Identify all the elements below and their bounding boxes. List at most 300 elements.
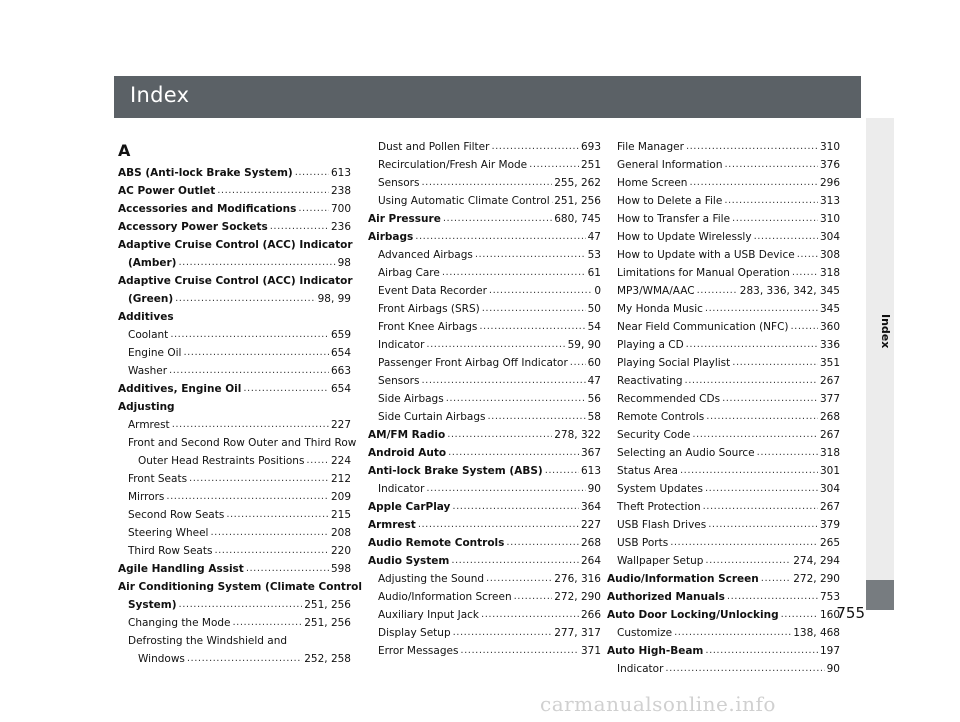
- leader-dots: [421, 174, 552, 192]
- entry-page-ref[interactable]: 659: [330, 329, 351, 341]
- entry-text: Airbags: [368, 231, 414, 243]
- index-entry-heading: Adaptive Cruise Control (ACC) Indicator: [118, 239, 353, 251]
- entry-page-ref[interactable]: 308: [819, 249, 840, 261]
- leader-dots: [169, 362, 329, 380]
- index-entry[interactable]: [118, 182, 351, 200]
- leader-dots: [725, 156, 818, 174]
- index-entry[interactable]: [118, 254, 351, 272]
- entry-text: Authorized Manuals: [607, 591, 725, 603]
- leader-dots: [306, 452, 329, 470]
- leader-dots: [665, 660, 824, 678]
- entry-text: Near Field Communication (NFC): [617, 321, 789, 333]
- leader-dots: [686, 138, 818, 156]
- entry-page-ref[interactable]: 50: [587, 303, 601, 315]
- entry-page-ref[interactable]: 310: [819, 141, 840, 153]
- entry-page-ref[interactable]: 58: [587, 411, 601, 423]
- index-entry[interactable]: [118, 200, 351, 218]
- entry-page-ref[interactable]: 90: [587, 483, 601, 495]
- leader-dots: [166, 488, 329, 506]
- entry-page-ref[interactable]: 371: [580, 645, 601, 657]
- entry-text: Playing a CD: [617, 339, 684, 351]
- leader-dots: [298, 200, 329, 218]
- entry-text: Washer: [128, 365, 168, 377]
- index-entry[interactable]: [118, 560, 351, 578]
- index-entry[interactable]: [607, 318, 840, 336]
- entry-page-ref[interactable]: 304: [819, 483, 840, 495]
- index-entry[interactable]: [607, 246, 840, 264]
- entry-text: Security Code: [617, 429, 691, 441]
- entry-page-ref[interactable]: 212: [330, 473, 351, 485]
- entry-page-ref[interactable]: 0: [594, 285, 601, 297]
- entry-text: AM/FM Radio: [368, 429, 446, 441]
- entry-text: Airbag Care: [378, 267, 440, 279]
- index-entry[interactable]: [607, 426, 840, 444]
- index-entry[interactable]: [368, 210, 601, 228]
- leader-dots: [452, 498, 579, 516]
- entry-page-ref[interactable]: 251, 256: [304, 599, 351, 611]
- leader-dots: [689, 174, 818, 192]
- leader-dots: [792, 264, 818, 282]
- index-entry[interactable]: [118, 488, 351, 506]
- leader-dots: [426, 336, 565, 354]
- index-entry[interactable]: [368, 192, 601, 210]
- entry-page-ref[interactable]: 613: [580, 465, 601, 477]
- leader-dots: [210, 524, 328, 542]
- index-entry[interactable]: [607, 372, 840, 390]
- page-title: Index: [130, 83, 190, 107]
- leader-dots: [442, 264, 586, 282]
- index-entry[interactable]: [118, 416, 351, 434]
- index-entry[interactable]: [368, 228, 601, 246]
- index-entry[interactable]: [368, 462, 601, 480]
- leader-dots: [708, 516, 818, 534]
- entry-page-ref[interactable]: 53: [587, 249, 601, 261]
- entry-text: Audio/Information Screen: [378, 591, 512, 603]
- entry-page-ref[interactable]: 654: [330, 383, 351, 395]
- entry-page-ref[interactable]: 336: [819, 339, 840, 351]
- leader-dots: [270, 218, 329, 236]
- leader-dots: [482, 300, 586, 318]
- index-entry[interactable]: [607, 264, 840, 282]
- entry-page-ref[interactable]: 379: [819, 519, 840, 531]
- index-entry[interactable]: [368, 516, 601, 534]
- leader-dots: [491, 138, 579, 156]
- entry-text: How to Transfer a File: [617, 213, 731, 225]
- index-entry[interactable]: [368, 354, 601, 372]
- index-entry[interactable]: [607, 660, 840, 678]
- leader-dots: [246, 560, 329, 578]
- entry-page-ref[interactable]: 209: [330, 491, 351, 503]
- leader-dots: [233, 614, 303, 632]
- index-entry[interactable]: [607, 516, 840, 534]
- entry-page-ref[interactable]: 138, 468: [793, 627, 840, 639]
- page-number: 755: [836, 604, 865, 622]
- entry-page-ref[interactable]: 98: [337, 257, 351, 269]
- index-entry[interactable]: [118, 380, 351, 398]
- entry-page-ref[interactable]: 255, 262: [554, 177, 601, 189]
- entry-page-ref[interactable]: 268: [580, 537, 601, 549]
- index-entry[interactable]: [607, 174, 840, 192]
- index-entry[interactable]: [607, 534, 840, 552]
- index-entry[interactable]: [607, 210, 840, 228]
- index-entry[interactable]: [118, 362, 351, 380]
- entry-text: Anti-lock Brake System (ABS): [368, 465, 543, 477]
- index-entry[interactable]: [607, 156, 840, 174]
- entry-page-ref[interactable]: 267: [819, 429, 840, 441]
- leader-dots: [479, 318, 585, 336]
- leader-dots: [552, 192, 553, 210]
- entry-text: Windows: [138, 653, 185, 665]
- index-entry[interactable]: [368, 552, 601, 570]
- entry-text: System): [128, 599, 177, 611]
- index-entry[interactable]: [607, 498, 840, 516]
- leader-dots: [295, 164, 329, 182]
- entry-text: Air Pressure: [368, 213, 441, 225]
- entry-page-ref[interactable]: 59, 90: [567, 339, 601, 351]
- leader-dots: [727, 588, 818, 606]
- entry-text: My Honda Music: [617, 303, 703, 315]
- leader-dots: [724, 192, 818, 210]
- index-entry[interactable]: [607, 300, 840, 318]
- index-entry[interactable]: [607, 228, 840, 246]
- entry-text: Indicator: [378, 483, 425, 495]
- index-entry[interactable]: [368, 336, 601, 354]
- leader-dots: [415, 228, 585, 246]
- entry-text: AC Power Outlet: [118, 185, 216, 197]
- index-entry[interactable]: [607, 282, 840, 300]
- entry-page-ref[interactable]: 238: [330, 185, 351, 197]
- entry-page-ref[interactable]: 208: [330, 527, 351, 539]
- entry-page-ref[interactable]: 663: [330, 365, 351, 377]
- entry-text: Audio/Information Screen: [607, 573, 759, 585]
- index-entry[interactable]: [118, 344, 351, 362]
- index-entry-heading: Air Conditioning System (Climate Control: [118, 581, 362, 593]
- entry-page-ref[interactable]: 700: [330, 203, 351, 215]
- entry-text: Front Airbags (SRS): [378, 303, 480, 315]
- leader-dots: [178, 254, 335, 272]
- index-entry[interactable]: [368, 426, 601, 444]
- entry-page-ref[interactable]: 272, 290: [793, 573, 840, 585]
- entry-text: Apple CarPlay: [368, 501, 451, 513]
- entry-page-ref[interactable]: 197: [819, 645, 840, 657]
- index-entry[interactable]: [607, 588, 840, 606]
- entry-text: Android Auto: [368, 447, 447, 459]
- leader-dots: [705, 642, 818, 660]
- entry-text: Additives, Engine Oil: [118, 383, 242, 395]
- index-entry[interactable]: [368, 156, 601, 174]
- side-tab-marker: [866, 580, 894, 610]
- entry-page-ref[interactable]: 227: [580, 519, 601, 531]
- leader-dots: [732, 210, 818, 228]
- entry-page-ref[interactable]: 251: [580, 159, 601, 171]
- leader-dots: [486, 570, 552, 588]
- index-entry[interactable]: [118, 290, 351, 308]
- leader-dots: [226, 506, 329, 524]
- index-entry[interactable]: [368, 264, 601, 282]
- entry-text: Audio System: [368, 555, 450, 567]
- index-entry[interactable]: [607, 444, 840, 462]
- entry-text: How to Delete a File: [617, 195, 723, 207]
- entry-page-ref[interactable]: 364: [580, 501, 601, 513]
- entry-page-ref[interactable]: 98, 99: [317, 293, 351, 305]
- index-entry[interactable]: [368, 390, 601, 408]
- index-entry[interactable]: [368, 282, 601, 300]
- leader-dots: [732, 354, 818, 372]
- entry-text: Auto Door Locking/Unlocking: [607, 609, 779, 621]
- index-entry-heading: Adjusting: [118, 401, 175, 413]
- entry-text: (Green): [128, 293, 174, 305]
- index-entry[interactable]: [118, 596, 351, 614]
- entry-page-ref[interactable]: 251, 256: [554, 195, 601, 207]
- index-entry[interactable]: [368, 138, 601, 156]
- index-entry-heading: Defrosting the Windshield and: [128, 635, 288, 647]
- index-entry-heading: Front and Second Row Outer and Third Row: [128, 437, 357, 449]
- entry-page-ref[interactable]: 598: [330, 563, 351, 575]
- entry-page-ref[interactable]: 283, 336, 342, 345: [739, 285, 840, 297]
- entry-page-ref[interactable]: 318: [819, 267, 840, 279]
- index-entry[interactable]: [607, 408, 840, 426]
- entry-page-ref[interactable]: 160: [819, 609, 840, 621]
- index-entry[interactable]: [368, 174, 601, 192]
- entry-page-ref[interactable]: 227: [330, 419, 351, 431]
- index-entry[interactable]: [368, 570, 601, 588]
- entry-page-ref[interactable]: 266: [580, 609, 601, 621]
- entry-page-ref[interactable]: 272, 290: [554, 591, 601, 603]
- entry-page-ref[interactable]: 251, 256: [304, 617, 351, 629]
- index-entry[interactable]: [118, 542, 351, 560]
- leader-dots: [447, 426, 552, 444]
- index-entry[interactable]: [368, 444, 601, 462]
- leader-dots: [446, 390, 586, 408]
- entry-page-ref[interactable]: 318: [819, 447, 840, 459]
- entry-text: How to Update with a USB Device: [617, 249, 795, 261]
- leader-dots: [757, 444, 818, 462]
- entry-page-ref[interactable]: 267: [819, 501, 840, 513]
- index-entry[interactable]: [118, 452, 351, 470]
- entry-text: Dust and Pollen Filter: [378, 141, 490, 153]
- entry-text: Engine Oil: [128, 347, 182, 359]
- index-entry[interactable]: [118, 650, 351, 668]
- entry-text: Armrest: [128, 419, 170, 431]
- entry-page-ref[interactable]: 268: [819, 411, 840, 423]
- entry-page-ref[interactable]: 47: [587, 231, 601, 243]
- entry-page-ref[interactable]: 236: [330, 221, 351, 233]
- entry-page-ref[interactable]: 278, 322: [554, 429, 601, 441]
- entry-page-ref[interactable]: 215: [330, 509, 351, 521]
- leader-dots: [781, 606, 818, 624]
- leader-dots: [797, 246, 818, 264]
- entry-page-ref[interactable]: 296: [819, 177, 840, 189]
- entry-text: Third Row Seats: [128, 545, 213, 557]
- index-entry[interactable]: [118, 218, 351, 236]
- leader-dots: [697, 282, 738, 300]
- entry-page-ref[interactable]: 220: [330, 545, 351, 557]
- entry-text: Advanced Airbags: [378, 249, 473, 261]
- leader-dots: [692, 426, 818, 444]
- entry-page-ref[interactable]: 301: [819, 465, 840, 477]
- entry-page-ref[interactable]: 224: [330, 455, 351, 467]
- leader-dots: [481, 606, 579, 624]
- entry-page-ref[interactable]: 654: [330, 347, 351, 359]
- entry-page-ref[interactable]: 693: [580, 141, 601, 153]
- entry-page-ref[interactable]: 313: [819, 195, 840, 207]
- entry-page-ref[interactable]: 680, 745: [554, 213, 601, 225]
- entry-page-ref[interactable]: 252, 258: [304, 653, 351, 665]
- leader-dots: [475, 246, 586, 264]
- entry-text: Front Seats: [128, 473, 188, 485]
- entry-text: Customize: [617, 627, 673, 639]
- leader-dots: [514, 588, 553, 606]
- leader-dots: [175, 290, 315, 308]
- index-entry[interactable]: [118, 506, 351, 524]
- leader-dots: [460, 642, 579, 660]
- entry-text: Accessory Power Sockets: [118, 221, 268, 233]
- entry-text: ABS (Anti-lock Brake System): [118, 167, 293, 179]
- index-column-1: [118, 138, 362, 668]
- index-entry[interactable]: [368, 300, 601, 318]
- entry-text: File Manager: [617, 141, 684, 153]
- entry-page-ref[interactable]: 61: [587, 267, 601, 279]
- leader-dots: [418, 516, 579, 534]
- entry-page-ref[interactable]: 265: [819, 537, 840, 549]
- entry-text: Home Screen: [617, 177, 688, 189]
- entry-text: Indicator: [617, 663, 664, 675]
- index-entry[interactable]: [607, 642, 840, 660]
- leader-dots: [183, 344, 329, 362]
- leader-dots: [674, 624, 791, 642]
- entry-text: Adjusting the Sound: [378, 573, 485, 585]
- leader-dots: [170, 326, 329, 344]
- index-entry[interactable]: [368, 372, 601, 390]
- entry-page-ref[interactable]: 90: [826, 663, 840, 675]
- entry-text: Side Curtain Airbags: [378, 411, 486, 423]
- index-entry[interactable]: [368, 480, 601, 498]
- leader-dots: [189, 470, 329, 488]
- entry-page-ref[interactable]: 264: [580, 555, 601, 567]
- leader-dots: [426, 480, 585, 498]
- entry-page-ref[interactable]: 613: [330, 167, 351, 179]
- index-entry[interactable]: [368, 408, 601, 426]
- side-index-tab[interactable]: [866, 118, 894, 580]
- entry-text: Accessories and Modifications: [118, 203, 297, 215]
- leader-dots: [685, 372, 818, 390]
- entry-page-ref[interactable]: 60: [587, 357, 601, 369]
- leader-dots: [489, 282, 592, 300]
- entry-page-ref[interactable]: 360: [819, 321, 840, 333]
- entry-page-ref[interactable]: 276, 316: [554, 573, 601, 585]
- entry-page-ref[interactable]: 54: [587, 321, 601, 333]
- entry-text: Agile Handling Assist: [118, 563, 244, 575]
- index-entry[interactable]: [118, 164, 351, 182]
- entry-text: How to Update Wirelessly: [617, 231, 752, 243]
- index-entry[interactable]: [118, 470, 351, 488]
- leader-dots: [487, 408, 585, 426]
- index-entry[interactable]: [118, 614, 351, 632]
- entry-page-ref[interactable]: 304: [819, 231, 840, 243]
- index-entry[interactable]: [368, 606, 601, 624]
- leader-dots: [217, 182, 329, 200]
- entry-page-ref[interactable]: 274, 294: [793, 555, 840, 567]
- entry-page-ref[interactable]: 377: [819, 393, 840, 405]
- index-entry[interactable]: [607, 480, 840, 498]
- index-entry[interactable]: [607, 570, 840, 588]
- entry-page-ref[interactable]: 345: [819, 303, 840, 315]
- index-entry[interactable]: [368, 624, 601, 642]
- index-entry[interactable]: [607, 192, 840, 210]
- leader-dots: [670, 534, 818, 552]
- index-entry[interactable]: [368, 642, 601, 660]
- entry-text: General Information: [617, 159, 723, 171]
- entry-text: MP3/WMA/AAC: [617, 285, 695, 297]
- entry-page-ref[interactable]: 376: [819, 159, 840, 171]
- entry-text: Mirrors: [128, 491, 165, 503]
- index-entry[interactable]: [118, 524, 351, 542]
- entry-text: Outer Head Restraints Positions: [138, 455, 305, 467]
- entry-page-ref[interactable]: 277, 317: [554, 627, 601, 639]
- section-letter: A: [118, 141, 131, 160]
- leader-dots: [705, 480, 818, 498]
- index-entry[interactable]: [368, 246, 601, 264]
- index-entry-heading: Adaptive Cruise Control (ACC) Indicator: [118, 275, 353, 287]
- index-column-3: [607, 138, 840, 678]
- index-entry[interactable]: [607, 336, 840, 354]
- entry-page-ref[interactable]: 267: [819, 375, 840, 387]
- watermark: carmanualsonline.info: [540, 692, 776, 716]
- entry-text: Changing the Mode: [128, 617, 231, 629]
- entry-text: System Updates: [617, 483, 703, 495]
- entry-text: Audio Remote Controls: [368, 537, 505, 549]
- entry-text: Reactivating: [617, 375, 683, 387]
- entry-text: Side Airbags: [378, 393, 444, 405]
- index-entry[interactable]: [607, 354, 840, 372]
- entry-page-ref[interactable]: 351: [819, 357, 840, 369]
- entry-text: Display Setup: [378, 627, 451, 639]
- entry-page-ref[interactable]: 753: [819, 591, 840, 603]
- entry-page-ref[interactable]: 310: [819, 213, 840, 225]
- leader-dots: [754, 228, 818, 246]
- leader-dots: [705, 552, 791, 570]
- index-entry[interactable]: [368, 498, 601, 516]
- index-entry[interactable]: [607, 390, 840, 408]
- entry-page-ref[interactable]: 56: [587, 393, 601, 405]
- leader-dots: [722, 390, 818, 408]
- index-entry[interactable]: [607, 462, 840, 480]
- entry-text: Event Data Recorder: [378, 285, 487, 297]
- entry-text: Wallpaper Setup: [617, 555, 704, 567]
- index-entry[interactable]: [368, 318, 601, 336]
- entry-page-ref[interactable]: 47: [587, 375, 601, 387]
- leader-dots: [451, 552, 579, 570]
- entry-page-ref[interactable]: 367: [580, 447, 601, 459]
- index-entry[interactable]: [607, 606, 840, 624]
- index-entry[interactable]: [607, 552, 840, 570]
- entry-text: Recommended CDs: [617, 393, 721, 405]
- index-entry[interactable]: [118, 326, 351, 344]
- index-column-2: [368, 138, 601, 660]
- entry-text: USB Flash Drives: [617, 519, 707, 531]
- index-entry[interactable]: [368, 588, 601, 606]
- leader-dots: [179, 596, 303, 614]
- entry-text: Steering Wheel: [128, 527, 209, 539]
- leader-dots: [448, 444, 579, 462]
- index-entry[interactable]: [607, 624, 840, 642]
- leader-dots: [761, 570, 791, 588]
- index-entry[interactable]: [607, 138, 840, 156]
- leader-dots: [172, 416, 329, 434]
- leader-dots: [706, 408, 818, 426]
- leader-dots: [680, 462, 818, 480]
- index-entry[interactable]: [368, 534, 601, 552]
